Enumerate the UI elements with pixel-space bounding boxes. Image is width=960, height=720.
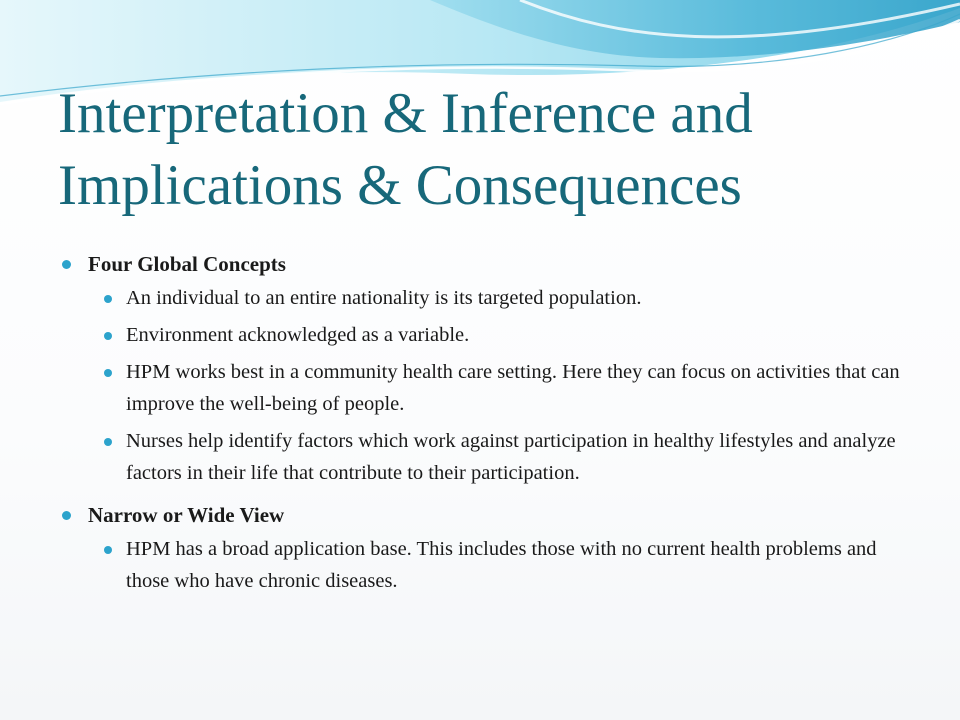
list-item-text: HPM has a broad application base. This includes those with no current health problems and those who have chronic diseases. [126,538,877,592]
section-heading-narrow-or-wide-view [0,497,960,533]
title-line-1: Interpretation & Inference and [58,82,753,145]
title-line-2: Implications & Consequences [58,154,742,217]
circle-bullet-icon [62,511,71,520]
section-heading-four-global-concepts [0,246,960,282]
list-item [0,425,960,489]
circle-bullet-icon [104,546,112,554]
list-item [0,356,960,420]
list-item-text: HPM works best in a community health care setting. Here they can focus on activities that can improve the well-being of people. [126,361,900,415]
slide-content [0,246,960,602]
list-item [0,533,960,597]
circle-bullet-icon [104,332,112,340]
list-item-text: Environment acknowledged as a variable. [126,324,470,346]
list-item [0,319,960,351]
section-heading-text: Narrow or Wide View [88,503,285,527]
circle-bullet-icon [104,369,112,377]
list-item-text: An individual to an entire nationality is its targeted population. [126,287,642,309]
section-heading-text: Four Global Concepts [88,252,286,276]
circle-bullet-icon [104,295,112,303]
circle-bullet-icon [62,260,71,269]
list-item-text: Nurses help identify factors which work against participation in healthy lifestyles and analyze factors in their life that contribute to their participation. [126,430,896,484]
list-item [0,282,960,314]
circle-bullet-icon [104,438,112,446]
slide-title [58,78,938,222]
